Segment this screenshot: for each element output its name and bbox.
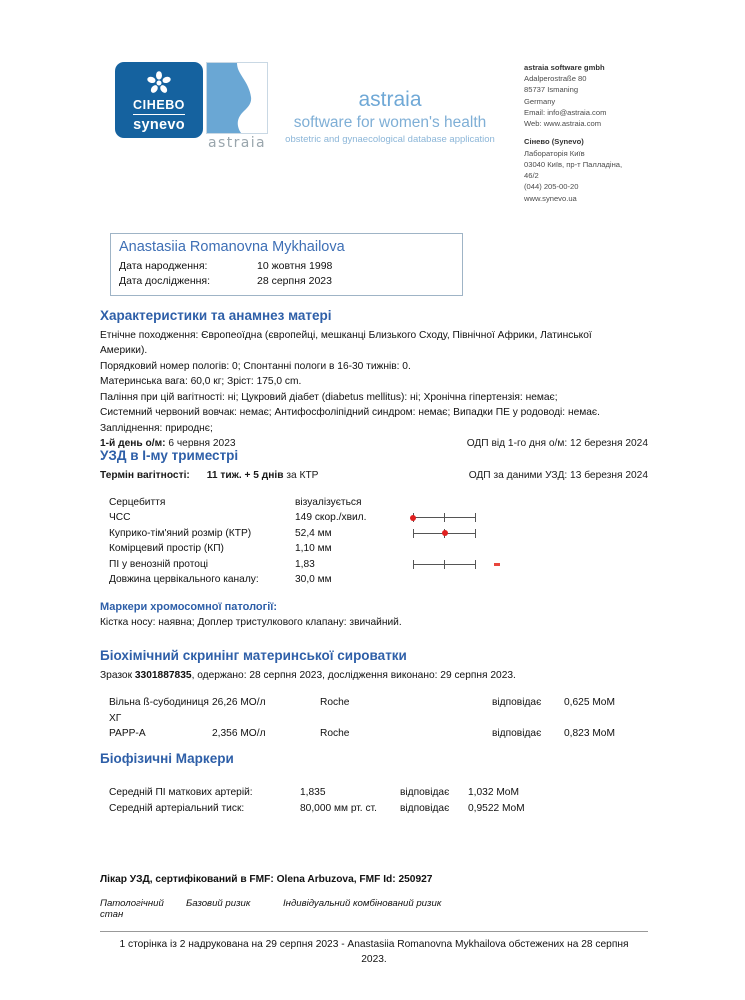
measurement-value: 149 скор./хвил. <box>295 512 367 524</box>
measurement-label: Куприко-тім'яний розмір (КТР) <box>109 527 252 539</box>
measurement-range-chart <box>405 572 515 588</box>
value-marker <box>410 515 416 521</box>
gestational-age-row <box>100 468 648 484</box>
biochem-analyte-line-2: ХГ <box>109 712 122 724</box>
biochem-mom: 0,823 MoM <box>564 727 615 739</box>
measurement-value: візуалізується <box>295 496 362 508</box>
measurements-list <box>100 495 648 588</box>
lmp-value: 6 червня 2023 <box>168 438 236 450</box>
lmp-label: 1-й день о/м: <box>100 438 166 450</box>
address-block <box>524 62 704 204</box>
report-footer <box>100 872 648 968</box>
measurement-value: 1,83 <box>295 558 315 570</box>
maternal-ethnicity-line-2: Америки). <box>100 345 148 357</box>
synevo-logo <box>115 62 203 138</box>
legend-pathological-state: Патологічний стан <box>100 898 164 921</box>
biochemical-screening-section <box>100 647 648 741</box>
address-email: Email: info@astraia.com <box>524 107 607 117</box>
biophysical-results-list <box>100 785 648 817</box>
measurement-value: 30,0 мм <box>295 574 332 586</box>
measurement-range-chart <box>405 495 515 511</box>
biophysical-value: 1,835 <box>300 786 326 798</box>
edd-from-ultrasound: ОДП за даними УЗД: 13 березня 2024 <box>468 469 648 481</box>
biochem-analyte-name <box>100 695 212 726</box>
address-country: Germany <box>524 96 556 106</box>
lab-street: 03040 Київ, пр-т Палладіна, <box>524 159 623 169</box>
brand-title: astraia <box>358 88 422 111</box>
measurement-label: ПІ у венозній протоці <box>109 558 209 570</box>
measurement-label: ЧСС <box>109 512 131 524</box>
edd-from-lmp: ОДП від 1-го дня о/м: 12 березня 2024 <box>466 438 648 450</box>
measurement-row <box>100 510 648 526</box>
measurement-value: 1,10 мм <box>295 543 332 555</box>
biophysical-value: 80,000 мм рт. ст. <box>300 803 377 814</box>
biochem-status: відповідає <box>492 727 542 739</box>
biophysical-result-row <box>100 785 648 801</box>
biochemical-results-list <box>100 695 648 741</box>
measurement-value: 52,4 мм <box>295 527 332 539</box>
range-tick <box>413 529 414 538</box>
sample-id: 3301887835 <box>134 669 192 681</box>
flower-icon <box>146 70 172 96</box>
brand-subtitle: software for women's health <box>293 114 487 132</box>
measurement-range-chart <box>405 557 515 573</box>
biochem-value: 2,356 МО/л <box>212 727 266 739</box>
range-tick <box>444 513 445 522</box>
biophysical-markers-section <box>100 750 648 817</box>
range-tick <box>475 560 476 569</box>
patient-name: Anastasiia Romanovna Mykhailova <box>119 239 345 255</box>
address-web: Web: www.astraia.com <box>524 119 602 129</box>
measurement-row <box>100 526 648 542</box>
biophysical-mom: 0,9522 MoM <box>468 803 525 814</box>
synevo-cyrillic-label: СІНЕВО <box>133 99 185 115</box>
biochem-status: відповідає <box>492 697 542 709</box>
sample-suffix: , одержано: 28 серпня 2023, дослідження виконано: 29 серпня 2023. <box>191 669 516 681</box>
address-city: 85737 Ismaning <box>524 85 579 95</box>
gestational-age-label: Термін вагітності: <box>100 469 190 481</box>
value-marker <box>442 530 448 536</box>
brand-text-block <box>265 88 515 147</box>
biophysical-result-row <box>100 801 648 817</box>
gestational-age-value: 11 тиж. + 5 днів <box>206 469 284 481</box>
address-spacer <box>524 129 704 136</box>
range-tick <box>444 560 445 569</box>
maternal-history-heading: Характеристики та анамнез матері <box>100 308 332 323</box>
maternal-weight-height-line: Материнська вага: 60,0 кг; Зріст: 175,0 cm. <box>100 376 302 388</box>
biophysical-status: відповідає <box>400 803 450 814</box>
sample-prefix: Зразок <box>100 669 135 681</box>
biophysical-status: відповідає <box>400 786 450 798</box>
patient-dob-row <box>119 259 454 275</box>
range-tick <box>475 513 476 522</box>
maternal-ethnicity-line-1: Етнічне походження: Європеоїдна (європейці, мешканці Близького Сходу, Північної Африки, Латинської <box>100 329 592 341</box>
gestational-age-group <box>100 468 318 484</box>
logo-group <box>115 62 268 151</box>
maternal-conception-line: Запліднення: природнє; <box>100 422 213 434</box>
ultrasound-section <box>100 447 648 631</box>
range-tick <box>475 529 476 538</box>
measurement-label: Комірцевий простір (КП) <box>109 543 224 555</box>
measurement-row <box>100 557 648 573</box>
maternal-parity-line: Порядковий номер пологів: 0; Спонтанні пологи в 16-30 тижнів: 0. <box>100 360 411 372</box>
biophysical-label: Середній ПІ маткових артерій: <box>109 786 253 798</box>
lab-name: Лабораторія Київ <box>524 148 585 158</box>
biochem-analyte-line-1: Вільна ß-субодиниця <box>109 697 209 709</box>
biochem-method: Roche <box>320 697 350 709</box>
brand-tagline: obstetric and gynaecological database application <box>285 134 495 146</box>
footer-divider <box>100 931 648 932</box>
biochem-analyte-name <box>100 726 212 741</box>
pregnant-silhouette-icon <box>206 62 268 134</box>
biochemical-heading: Біохімічний скринінг материнської сироватки <box>100 648 407 663</box>
doctor-certification-line: Лікар УЗД, сертифікований в FMF: Olena Arbuzova, FMF Id: 250927 <box>100 874 433 885</box>
maternal-lupus-aps-line: Системний червоний вовчак: немає; Антифосфоліпідний синдром: немає; Випадки ПЕ у родоводі: немає. <box>100 407 600 419</box>
patient-exam-date-row <box>119 274 454 290</box>
biophysical-heading: Біофізичні Маркери <box>100 751 234 766</box>
maternal-smoking-diabetes-line: Паління при цій вагітності: ні; Цукровий діабет (diabetus mellitus): ні; Хронічна гіпертензія: немає; <box>100 391 558 403</box>
patient-dob-value: 10 жовтня 1998 <box>257 259 333 272</box>
measurement-row <box>100 572 648 588</box>
astraia-wordmark: astraia <box>208 135 266 151</box>
legend-background-risk: Базовий ризик <box>186 898 251 910</box>
measurement-range-chart <box>405 526 515 542</box>
measurement-row <box>100 541 648 557</box>
synevo-latin-label: synevo <box>133 116 185 133</box>
biophysical-mom: 1,032 MoM <box>468 786 519 798</box>
sample-info-line <box>100 668 648 684</box>
lab-company: Сінево (Synevo) <box>524 137 584 147</box>
biochem-result-row <box>100 695 648 726</box>
range-tick <box>413 560 414 569</box>
lab-web: www.synevo.ua <box>524 193 577 203</box>
patient-dob-label: Дата народження: <box>119 259 208 272</box>
biochem-mom: 0,625 MoM <box>564 697 615 709</box>
measurement-range-chart <box>405 510 515 526</box>
patient-exam-date-value: 28 серпня 2023 <box>257 275 332 288</box>
measurement-row <box>100 495 648 511</box>
patient-exam-date-label: Дата дослідження: <box>119 275 211 288</box>
out-of-range-marker <box>494 563 500 567</box>
biochem-analyte-line-1: PAPP-A <box>109 727 146 739</box>
patient-info-box <box>110 233 463 296</box>
measurement-label: Серцебиття <box>109 496 166 508</box>
chromosomal-markers-heading: Маркери хромосомної патології: <box>100 600 278 613</box>
page-number-line: 1 сторінка із 2 надрукована на 29 серпня 2023 - Anastasiia Romanovna Mykhailova обстежених на 28 серпня 2023. <box>119 939 629 966</box>
risk-legend <box>100 898 648 920</box>
chromosomal-markers-line: Кістка носу: наявна; Доплер тристулкового клапану: звичайний. <box>100 617 402 629</box>
biochem-result-row <box>100 726 648 741</box>
legend-combined-risk: Індивідуальний комбінований ризик <box>283 898 442 910</box>
astraia-logo <box>206 62 268 151</box>
lab-street-2: 46/2 <box>524 171 539 181</box>
maternal-history-section <box>100 307 648 452</box>
address-company: astraia software gmbh <box>524 63 605 72</box>
measurement-label: Довжина цервікального каналу: <box>109 574 259 586</box>
measurement-range-chart <box>405 541 515 557</box>
ultrasound-heading: УЗД в I-му триместрі <box>100 448 239 463</box>
gestational-age-method: за КТР <box>286 469 319 481</box>
biochem-method: Roche <box>320 727 350 739</box>
biochem-value: 26,26 МО/л <box>212 697 266 709</box>
address-street: Adalperostraße 80 <box>524 74 587 84</box>
biophysical-label: Середній артеріальний тиск: <box>109 803 245 814</box>
lab-phone: (044) 205-00-20 <box>524 182 579 192</box>
report-header <box>0 0 745 203</box>
